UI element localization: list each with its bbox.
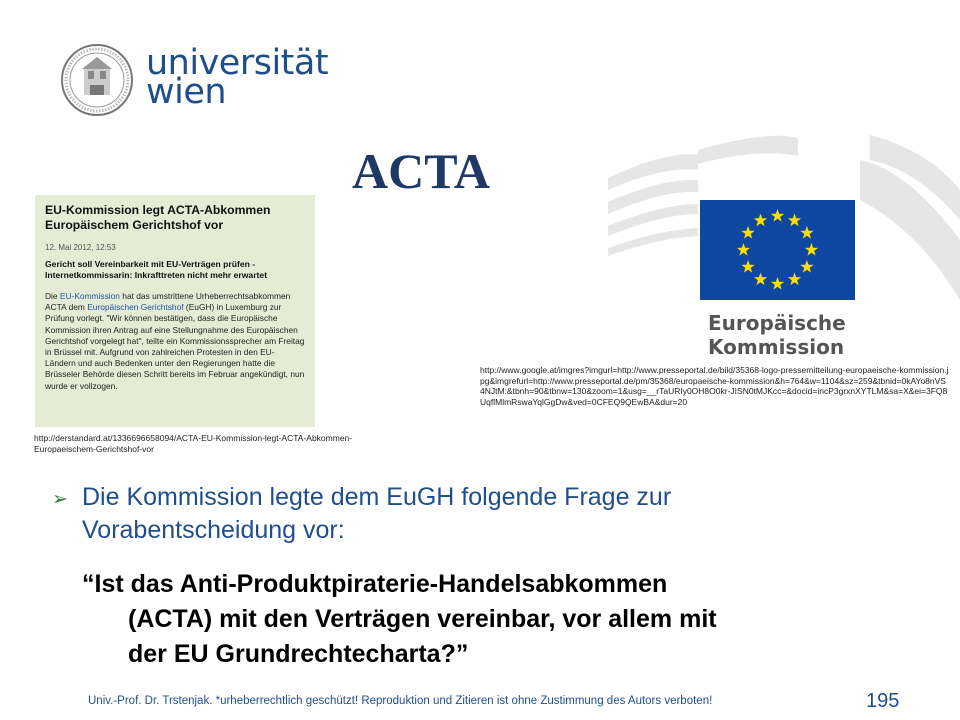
arrow-bullet-icon: ➢	[52, 489, 68, 510]
eu-logo-line-2: Kommission	[708, 335, 845, 359]
source-url-derstandard[interactable]: http://derstandard.at/1336696658094/ACTA-EU-Kommission-legt-ACTA-Abkommen-Europaeischem-Gerichtshof-vor	[34, 433, 353, 454]
news-body-text: hat das umstrittene Urheberrechtsabkommen ACTA dem	[45, 291, 291, 313]
page-number: 195	[866, 690, 900, 712]
news-date: 12. Mai 2012, 12:53	[45, 243, 116, 252]
quote-line-2: (ACTA) mit den Verträgen vereinbar, vor allem mit	[128, 605, 717, 633]
university-logo	[60, 43, 329, 119]
news-link-eu-kommission[interactable]: EU-Kommission	[59, 291, 120, 301]
logo-line-2: wien	[146, 72, 227, 112]
news-subtitle: Gericht soll Vereinbarkeit mit EU-Verträgen prüfen - Internetkommissarin: Inkrafttreten nicht mehr erwartet	[45, 259, 268, 280]
quote-line-1: “Ist das Anti-Produktpiraterie-Handelsabkommen	[82, 570, 668, 598]
source-url-google[interactable]: http://www.google.at/imgres?imgurl=http://www.presseportal.de/bild/35368-logo-pressemitteilung-europaeische-kommission.jpg&imgrefurl=http://www.presseportal.de/pm/35368/europaeische-kommission&h=764&w=1104&sz=259&tbnid=0kAYo8nVS4NJtM:&tbnh=90&tbnw=130&zoom=1&usg=__rTaURIy0OH8O0kr-JISN0tMJKcc=&docid=incP3grxnXYTLM&sa=X&ei=3FQ8UqflMlmRswaYqlGgDw&ved=0CFEQ9QEwBA&dur=20	[480, 365, 949, 407]
news-link-gerichtshof[interactable]: Europäischen Gerichtshof	[87, 302, 184, 313]
quote-line-3: der EU Grundrechtecharta?”	[128, 640, 469, 668]
news-headline: EU-Kommission legt ACTA-Abkommen Europäischem Gerichtshof vor	[45, 203, 271, 232]
eu-logo-line-1: Europäische	[708, 311, 846, 335]
newspaper-excerpt	[35, 195, 315, 427]
news-body-text: (EuGH) in Luxemburg zur Prüfung vorlegt. "Wir können bestätigen, dass die Europäische Kommission ihren Antrag auf eine Stellungnahme des Europäischen Gerichtshof vorgelegt hat", teilte ein Kommissionssprecher am Freitag in Brüssel mit. Aufgrund von zahlreichen Protesten in den EU-Ländern und auch Bedenken unter den Regierungen hatte die Brüsseler Behörde diesen Schritt bereits im Februar angekündigt, nun wurde er vollzogen.	[45, 302, 305, 391]
logo-line-1: universität	[146, 43, 329, 83]
footer-text: Univ.-Prof. Dr. Trstenjak. *urheberrechtlich geschützt! Reproduktion und Zitieren ist ohne Zustimmung des Autors verboten!	[88, 695, 713, 707]
eu-commission-logo	[608, 130, 960, 365]
news-body-text: Die	[45, 291, 60, 301]
page-title: ACTA	[352, 143, 490, 199]
quote-block	[82, 567, 902, 672]
university-seal-icon	[60, 43, 134, 117]
bullet-paragraph: Die Kommission legte dem EuGH folgende Frage zur Vorabentscheidung vor:	[82, 483, 672, 544]
news-body	[45, 291, 305, 392]
